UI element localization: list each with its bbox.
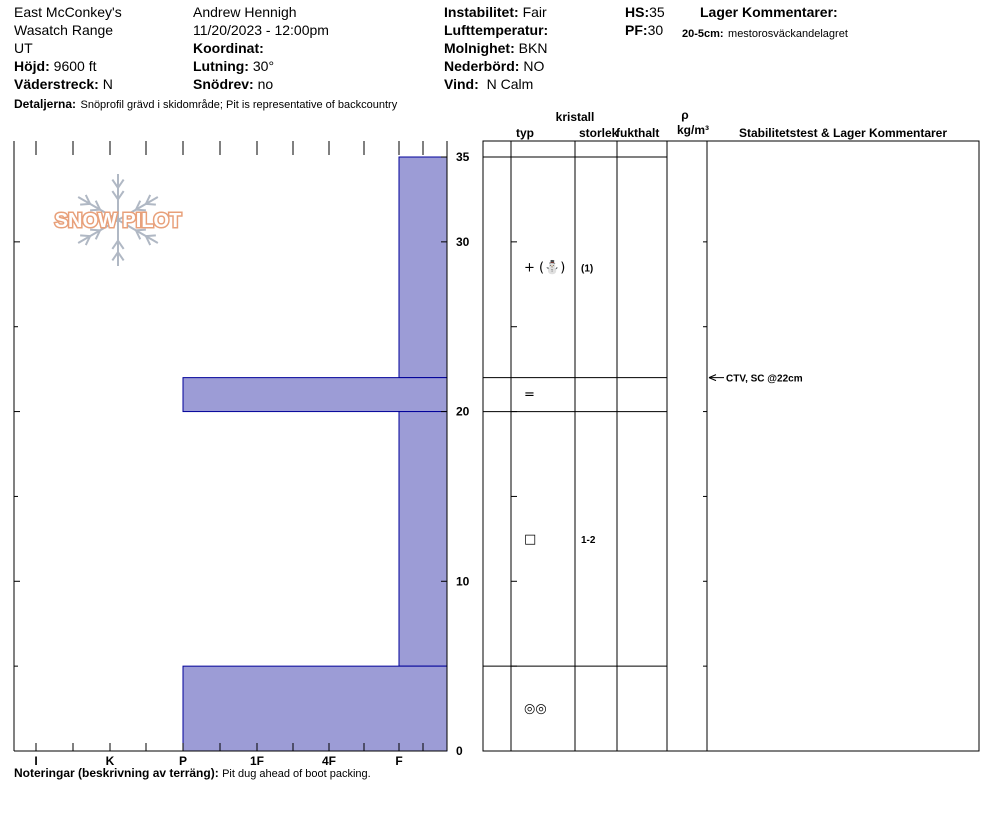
crystal-type-3: ◎◎ [524, 701, 547, 717]
header-density-symbol: ρ [681, 108, 689, 122]
details-value: Snöprofil grävd i skidområde; Pit is representative of backcountry [80, 99, 398, 111]
header-type: typ [516, 126, 534, 140]
slope-value: 30° [252, 58, 275, 74]
hardness-frame [14, 141, 447, 751]
pit-depth-label: PF: [625, 22, 648, 38]
air-temperature-label: Lufttemperatur: [444, 22, 549, 38]
notes-label: Noteringar (beskrivning av terräng): [14, 766, 219, 780]
wind-label: Vind: [444, 76, 479, 92]
layer-comment-text: mestorosväckandelagret [728, 28, 848, 40]
details-label: Detaljerna: [14, 97, 77, 111]
elevation-label: Höjd: [14, 58, 50, 74]
layer-table [483, 108, 979, 751]
hardness-layer-bar-1 [183, 378, 447, 412]
pit-depth-value: 30 [647, 22, 664, 38]
depth-label-10: 10 [456, 574, 470, 589]
header-size: storlek [579, 126, 619, 140]
stability-label: Instabilitet: [444, 4, 519, 20]
stability-test-0: CTV, SC @22cm [726, 373, 803, 385]
aspect-value: N [102, 76, 113, 92]
depth-label-35: 35 [456, 150, 470, 164]
aspect-label: Väderstreck: [14, 76, 99, 92]
wind-value: N Calm [486, 76, 534, 92]
elevation-value: 9600 ft [53, 58, 97, 74]
header-moisture: fukthalt [616, 126, 660, 140]
observation-datetime: 11/20/2023 - 12:00pm [193, 22, 329, 38]
hardness-label-I: I [34, 754, 38, 768]
header-comments: Stabilitetstest & Lager Kommentarer [738, 126, 948, 140]
hardness-layer-bar-3 [183, 666, 447, 751]
sky-cover-value: BKN [518, 40, 548, 56]
mountain-range: Wasatch Range [14, 22, 114, 38]
hardness-layers [183, 157, 447, 751]
depth-label-0: 0 [456, 744, 463, 758]
logo-text: SNOW PILOT [54, 210, 182, 232]
hardness-label-K: K [105, 754, 115, 768]
header-density-unit: kg/m³ [676, 123, 710, 137]
crystal-type-0: + (⛄) [524, 260, 566, 276]
notes-value: Pit dug ahead of boot packing. [222, 768, 371, 780]
slope-label: Lutning: [193, 58, 249, 74]
table-border [483, 141, 979, 751]
drift-value: no [257, 76, 274, 92]
header-crystal: kristall [555, 110, 595, 124]
hardness-layer-bar-0 [399, 157, 447, 378]
observer: Andrew Hennigh [193, 4, 297, 20]
crystal-size-2: 1-2 [581, 534, 596, 546]
drift-label: Snödrev: [193, 76, 254, 92]
hardness-label-1F: 1F [249, 754, 265, 768]
coordinate-label: Koordinat: [193, 40, 264, 56]
layer-comments-title: Lager Kommentarer: [700, 4, 838, 20]
precipitation-label: Nederbörd: [444, 58, 520, 74]
hardness-label-4F: 4F [321, 754, 337, 768]
depth-label-20: 20 [456, 404, 470, 419]
crystal-type-1: = [524, 387, 535, 403]
hardness-layer-bar-2 [399, 412, 447, 667]
state: UT [14, 40, 33, 56]
sky-cover-label: Molnighet: [444, 40, 515, 56]
layer-comment-depth: 20-5cm: [682, 28, 724, 40]
notes [14, 767, 371, 780]
location: East McConkey's [14, 4, 122, 20]
crystal-size-0: (1) [581, 263, 594, 275]
snow-height-label: HS: [625, 4, 650, 20]
crystal-type-2: □ [524, 531, 537, 547]
hardness-label-P: P [178, 754, 188, 768]
stability-value: Fair [522, 4, 547, 20]
depth-label-30: 30 [456, 234, 470, 249]
hardness-label-F: F [395, 754, 403, 768]
snow-height-value: 35 [649, 4, 665, 20]
precipitation-value: NO [523, 58, 545, 74]
